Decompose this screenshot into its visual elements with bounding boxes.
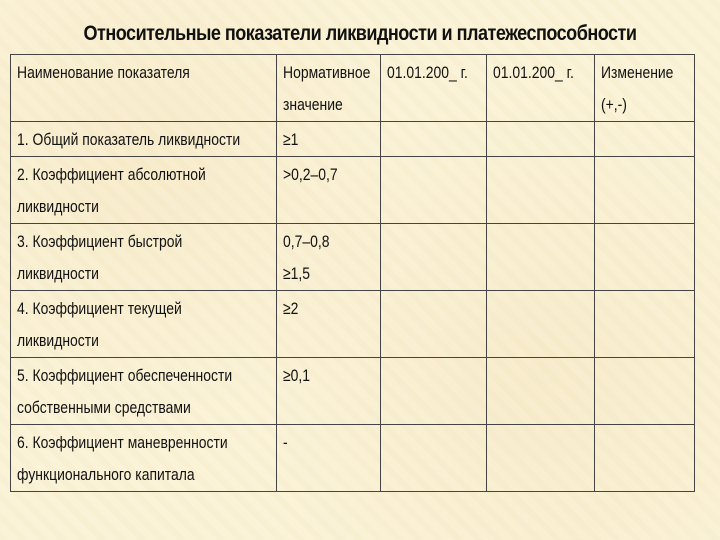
table-cell-v2 [487,291,595,358]
table-cell-change [595,291,695,358]
table-cell-name: 4. Коэффициент текущей ликвидности [11,291,277,358]
table-cell-change [595,425,695,492]
table-row [11,157,695,224]
table-cell-v1 [381,358,487,425]
table-cell-norm: - [277,425,381,492]
column-header: Изменение (+,-) [595,55,695,122]
table-cell-change [595,157,695,224]
table-cell-v2 [487,224,595,291]
table-row [11,122,695,157]
table-cell-v2 [487,358,595,425]
table-cell-name: 6. Коэффициент маневренности функционального капитала [11,425,277,492]
table-cell-norm: ≥1 [277,122,381,157]
column-header: Наименование показателя [11,55,277,122]
table-cell-v1 [381,157,487,224]
column-header: 01.01.200_ г. [487,55,595,122]
table-cell-v1 [381,224,487,291]
column-header: Нормативное значение [277,55,381,122]
table-row [11,358,695,425]
table-cell-norm: ≥0,1 [277,358,381,425]
table-cell-change [595,122,695,157]
table-header-row [11,55,695,122]
table-cell-v2 [487,122,595,157]
indicators-table [10,54,695,492]
table-cell-norm: 0,7–0,8 ≥1,5 [277,224,381,291]
table-cell-name: 3. Коэффициент быстрой ликвидности [11,224,277,291]
table-cell-v1 [381,122,487,157]
table-cell-name: 5. Коэффициент обеспеченности собственными средствами [11,358,277,425]
table-cell-v2 [487,157,595,224]
table-cell-change [595,224,695,291]
table-cell-v2 [487,425,595,492]
table-cell-norm: ≥2 [277,291,381,358]
table-cell-v1 [381,425,487,492]
table-row [11,291,695,358]
table-cell-name: 2. Коэффициент абсолютной ликвидности [11,157,277,224]
table-cell-name: 1. Общий показатель ликвидности [11,122,277,157]
table-row [11,224,695,291]
column-header: 01.01.200_ г. [381,55,487,122]
table-cell-change [595,358,695,425]
table-cell-norm: >0,2–0,7 [277,157,381,224]
table-row [11,425,695,492]
page-title: Относительные показатели ликвидности и платежеспособности [83,22,637,45]
table-cell-v1 [381,291,487,358]
